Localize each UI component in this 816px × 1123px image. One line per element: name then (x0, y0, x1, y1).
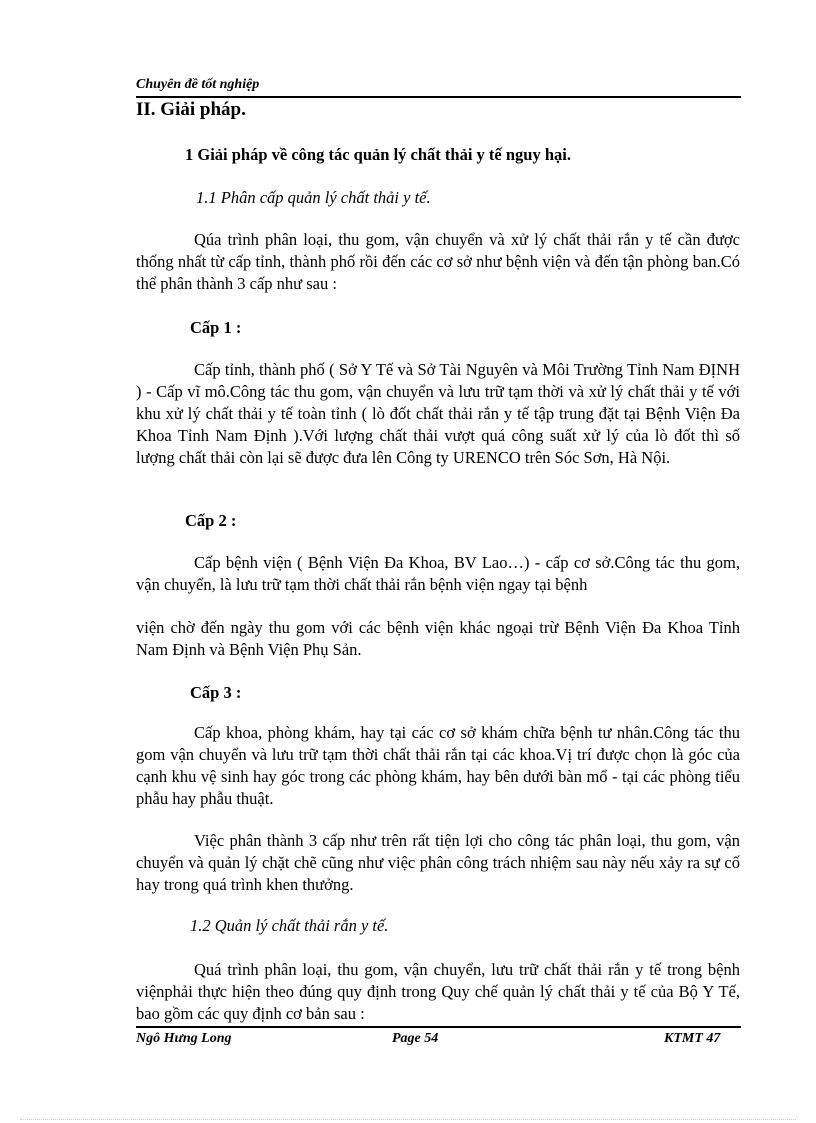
footer-rule (136, 1026, 741, 1028)
intro-paragraph: Qúa trình phân loại, thu gom, vận chuyển và xử lý chất thải rắn y tế cần được thống nhất từ cấp tỉnh, thành phố rồi đến các cơ sở như bệnh viện và đến tận phòng ban.Có thể phân thành 3 cấp như sau : (136, 230, 740, 293)
level-2-paragraph-b: viện chờ đến ngày thu gom với các bệnh viện khác ngoại trừ Bệnh Viện Đa Khoa Tỉnh Nam Định và Bệnh Viện Phụ Sản. (136, 618, 740, 659)
footer-page-number: Page 54 (392, 1031, 439, 1046)
subsection-1-2-paragraph: Quá trình phân loại, thu gom, vận chuyển, lưu trữ chất thải rắn y tế trong bệnh việnphải thực hiện theo đúng quy định trong Quy chế quản lý chất thải y tế của Bộ Y Tế, bao gồm các quy định cơ bản sau : (136, 960, 740, 1023)
level-3-paragraph: Cấp khoa, phòng khám, hay tại các cơ sở khám chữa bệnh tư nhân.Công tác thu gom vận chuyển và lưu trữ tạm thời chất thải rắn tại các khoa.Vị trí được chọn là góc của cạnh khu vệ sinh hay góc trong các phòng khám, hay bên dưới bàn mổ - tại các phòng tiểu phẫu hay phẫu thuật. (136, 723, 740, 808)
level-3-label: Cấp 3 : (190, 683, 242, 702)
section-heading: 1 Giải pháp về công tác quản lý chất thải y tế nguy hại. (185, 145, 571, 164)
subsection-heading-1-2: 1.2 Quản lý chất thải rắn y tế. (190, 916, 389, 935)
level-1-label: Cấp 1 : (190, 318, 242, 337)
main-heading: II. Giải pháp. (136, 99, 246, 120)
header-title: Chuyên đề tốt nghiệp (136, 77, 260, 92)
level-1-paragraph: Cấp tỉnh, thành phố ( Sở Y Tế và Sở Tài Nguyên và Môi Trường Tỉnh Nam ĐỊNH ) - Cấp vĩ mô.Công tác thu gom, vận chuyển và lưu trữ tạm thời và xử lý chất thải y tế với khu xử lý chất thải y tế toàn tỉnh ( lò đốt chất thải rắn y tế tập trung đặt tại Bệnh Viện Đa Khoa Tỉnh Nam Định ).Với lượng chất thải vượt quá công suất xử lý của lò đốt thì số lượng chất thải còn lại sẽ được đưa lên Công ty URENCO trên Sóc Sơn, Hà Nội. (136, 360, 740, 467)
summary-paragraph: Việc phân thành 3 cấp như trên rất tiện lợi cho công tác phân loại, thu gom, vận chuyển và quản lý chặt chẽ cũng như việc phân công trách nhiệm sau này nếu xảy ra sự cố hay trong quá trình khen thưởng. (136, 831, 740, 894)
page-bottom-border (20, 1119, 796, 1120)
subsection-heading-1-1: 1.1 Phân cấp quản lý chất thải y tế. (196, 188, 431, 207)
footer-class: KTMT 47 (664, 1031, 721, 1046)
header-rule (136, 96, 741, 98)
level-2-label: Cấp 2 : (185, 511, 237, 530)
level-2-paragraph-a: Cấp bệnh viện ( Bệnh Viện Đa Khoa, BV Lao…) - cấp cơ sở.Công tác thu gom, vận chuyển, là lưu trữ tạm thời chất thải rắn bệnh viện ngay tại bệnh (136, 553, 740, 594)
footer-author: Ngô Hưng Long (136, 1031, 232, 1046)
